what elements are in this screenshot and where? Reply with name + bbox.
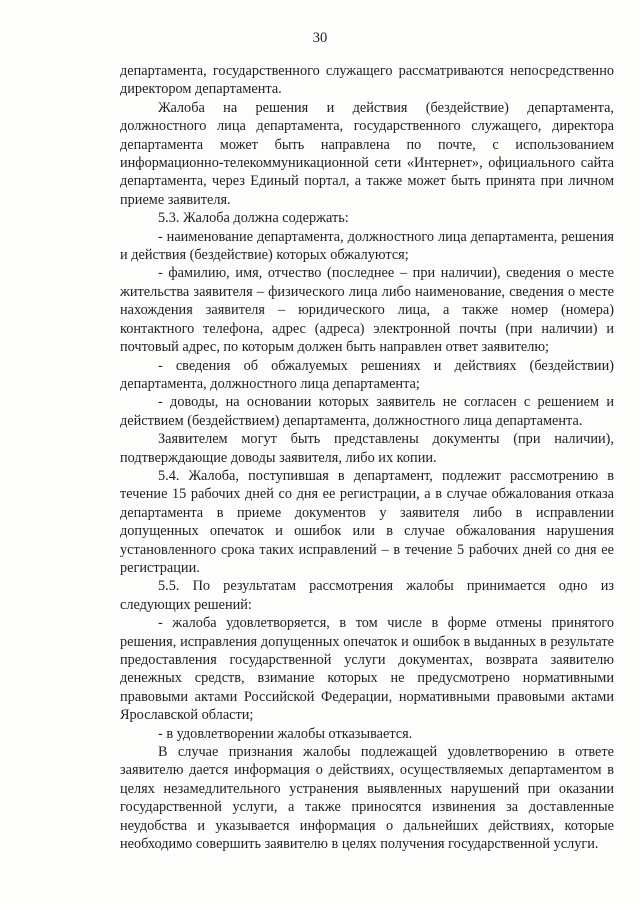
paragraph: Заявителем могут быть представлены документы (при наличии), подтверждающие доводы заявителя, либо их копии. [120,431,614,466]
paragraph: - доводы, на основании которых заявитель не согласен с решением и действием (бездействием) департамента, должностного лица департамента. [120,394,614,429]
paragraph: 5.4. Жалоба, поступившая в департамент, подлежит рассмотрению в течение 15 рабочих дней со дня ее регистрации, а в случае обжалования отказа департамента в приеме документов у заявителя либо в исправлении допущенных опечаток и ошибок или в случае обжалования нарушения установленного срока таких исправлений – в течение 5 рабочих дней со дня ее регистрации. [120,467,614,576]
paragraph: - фамилию, имя, отчество (последнее – при наличии), сведения о месте жительства заявителя – физического лица либо наименование, сведения о месте нахождения заявителя – юридического лица, а также номер (номера) контактного телефона, адрес (адреса) электронной почты (при наличии) и почтовый адрес, по которым должен быть направлен ответ заявителю; [120,265,614,356]
paragraph: В случае признания жалобы подлежащей удовлетворению в ответе заявителю дается информация о действиях, осуществляемых департаментом в целях незамедлительного устранения выявленных нарушений при оказании государственной услуги, а также приносятся извинения за доставленные неудобства и указывается информация о дальнейших действиях, которые необходимо совершить заявителю в целях получения государственной услуги. [120,744,614,853]
paragraph: 5.3. Жалоба должна содержать: [158,210,349,227]
document-body [120,62,614,853]
paragraph: - жалоба удовлетворяется, в том числе в форме отмены принятого решения, исправления допущенных опечаток и ошибок в выданных в результате предоставления государственной услуги документах, возврата заявителю денежных средств, взимание которых не предусмотрено нормативными правовыми актами Российской Федерации, нормативными правовыми актами Ярославской области; [120,615,614,724]
paragraph: - наименование департамента, должностного лица департамента, решения и действия (бездействие) которых обжалуются; [120,228,614,264]
paragraph: Жалоба на решения и действия (бездействие) департамента, должностного лица департамента, государственного служащего, директора департамента может быть направлена по почте, с использованием информационно-телекоммуникационной сети «Интернет», официального сайта департамента, через Единый портал, а также может быть принята при личном приеме заявителя. [120,99,614,208]
paragraph: - в удовлетворении жалобы отказывается. [158,725,413,742]
paragraph: - сведения об обжалуемых решениях и действиях (бездействии) департамента, должностного лица департамента; [120,357,614,392]
paragraph: 5.5. По результатам рассмотрения жалобы принимается одно из следующих решений: [120,578,614,613]
page-number: 30 [312,30,328,46]
paragraph: департамента, государственного служащего рассматриваются непосредственно директором департамента. [120,63,614,98]
